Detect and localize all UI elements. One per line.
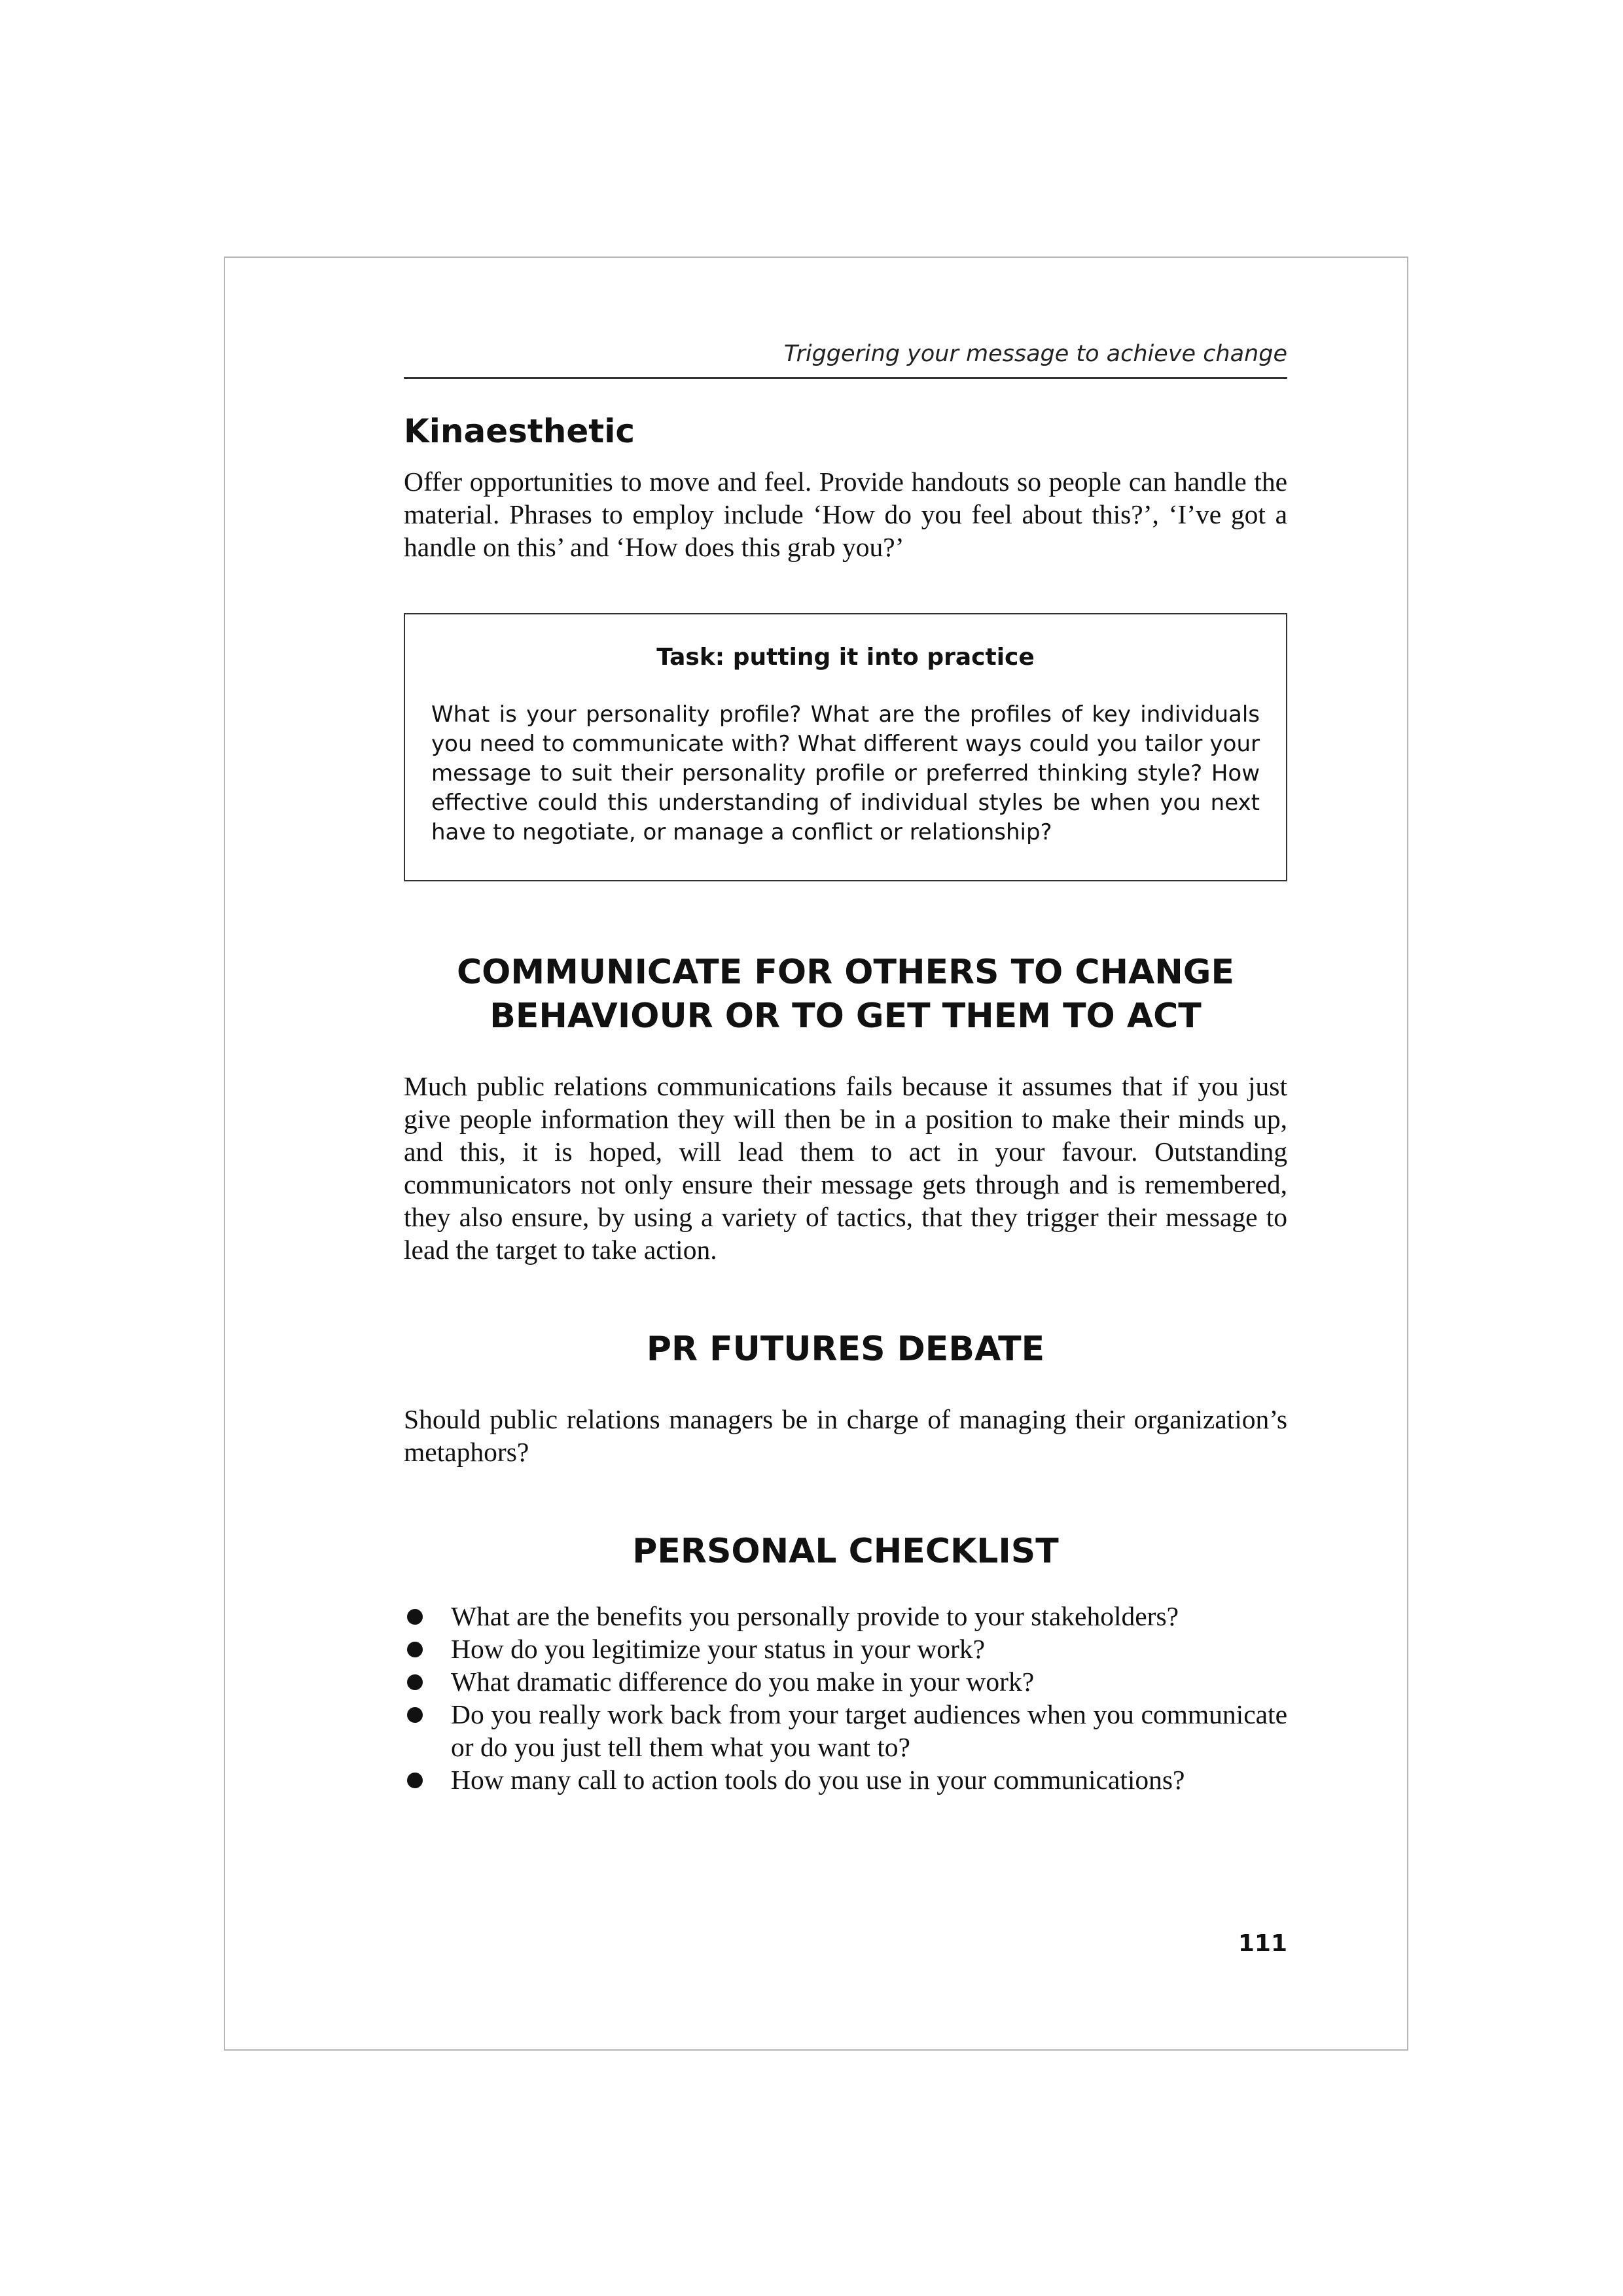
debate-heading: PR FUTURES DEBATE: [646, 1330, 1045, 1369]
page-number: 111: [1238, 1930, 1287, 1957]
communicate-heading-line2: BEHAVIOUR OR TO GET THEM TO ACT: [490, 997, 1202, 1036]
list-item: [404, 1633, 1287, 1665]
debate-paragraph: Should public relations managers be in charge of managing their organization’s metaphors?: [404, 1404, 1287, 1468]
list-item: [404, 1600, 1287, 1633]
bullet-icon: [404, 1633, 451, 1665]
list-item: [404, 1763, 1287, 1796]
checklist: [404, 1600, 1287, 1796]
communicate-heading-line1: COMMUNICATE FOR OTHERS TO CHANGE: [456, 953, 1235, 993]
bullet-icon: [404, 1665, 451, 1698]
kinaesthetic-heading: Kinaesthetic: [404, 412, 635, 450]
list-item-text: How do you legitimize your status in your work?: [451, 1634, 986, 1665]
list-item: [404, 1698, 1287, 1763]
page-content: [404, 340, 1287, 1796]
bullet-icon: [404, 1698, 451, 1731]
bullet-icon: [404, 1600, 451, 1633]
checklist-heading: PERSONAL CHECKLIST: [632, 1532, 1059, 1572]
communicate-heading: [404, 951, 1287, 1038]
kinaesthetic-paragraph: Offer opportunities to move and feel. Provide handouts so people can handle the material. Phrases to employ include ‘How do you feel about this?’, ‘I’ve got a handle on this’ and ‘How does this grab you?’: [404, 467, 1287, 562]
list-item-text: Do you really work back from your target audiences when you communicate or do you just tell them what you want to?: [451, 1699, 1287, 1763]
bullet-icon: [404, 1763, 451, 1796]
list-item-text: What dramatic difference do you make in your work?: [451, 1667, 1035, 1697]
task-title: Task: putting it into practice: [656, 644, 1035, 671]
list-item-text: What are the benefits you personally provide to your stakeholders?: [451, 1601, 1179, 1632]
list-item-text: How many call to action tools do you use in your communications?: [451, 1765, 1185, 1795]
running-head: Triggering your message to achieve change: [404, 340, 1287, 379]
task-text: What is your personality profile? What are the profiles of key individuals you need to communicate with? What different ways could you tailor your message to suit their personality profile or preferred thinking style? How effective could this understanding of individual styles be when you next have to negotiate, or manage a conflict or relationship?: [431, 701, 1260, 846]
list-item: [404, 1665, 1287, 1698]
communicate-paragraph: Much public relations communications fails because it assumes that if you just give people information they will then be in a position to make their minds up, and this, it is hoped, will lead them to act in your favour. Outstanding communicators not only ensure their message gets through and is remembered, they also ensure, by using a variety of tactics, that they trigger their message to lead the target to take action.: [404, 1071, 1287, 1265]
task-box: [404, 613, 1287, 881]
